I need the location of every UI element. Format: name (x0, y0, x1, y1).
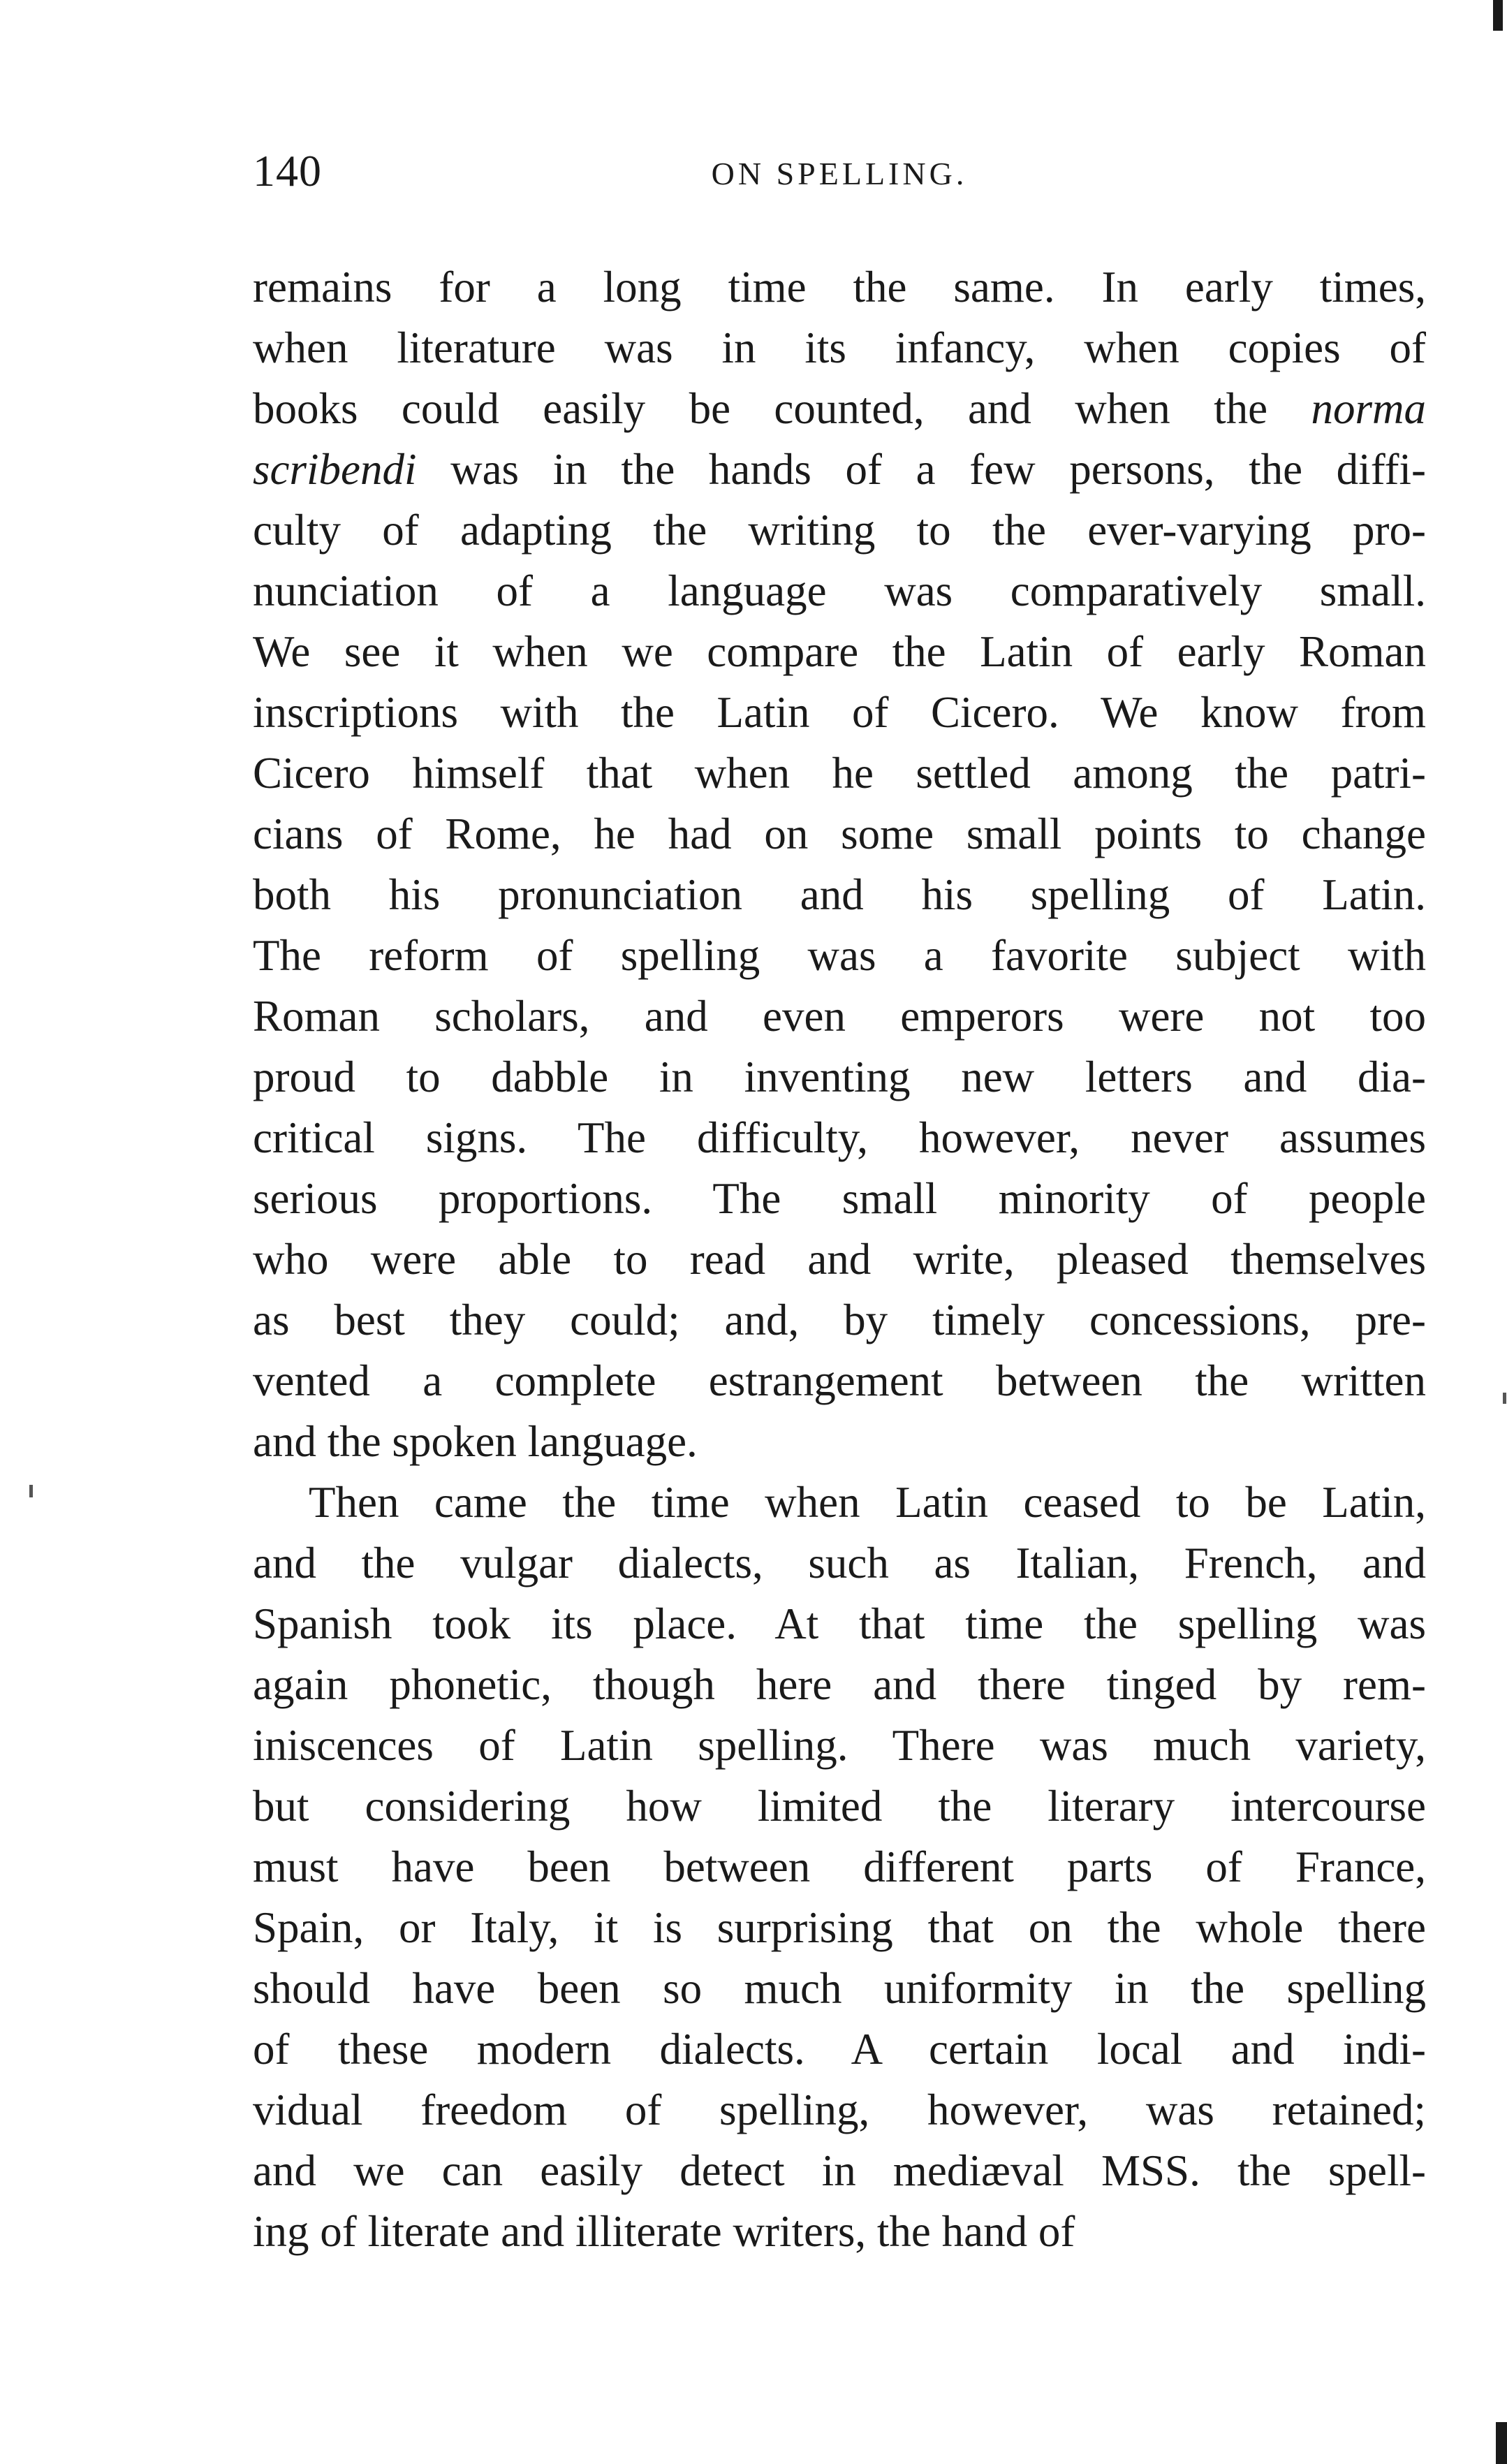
scan-mark-bottom-right (1496, 2422, 1507, 2464)
text-line (253, 2201, 1426, 2262)
text-run: We see it when we compare the Latin of early Roman (253, 627, 1426, 676)
page-header (253, 143, 1426, 199)
text-line (253, 986, 1426, 1047)
text-line (253, 1715, 1426, 1776)
text-run: should have been so much uniformity in the spelling (253, 1964, 1426, 2013)
text-line (253, 622, 1426, 682)
text-run: again phonetic, though here and there tinged by rem- (253, 1660, 1426, 1709)
text-run: must have been between different parts of France, (253, 1842, 1426, 1891)
italic-text: norma (1311, 384, 1426, 433)
scan-mark-margin-right (1503, 1393, 1506, 1404)
text-run: inscriptions with the Latin of Cicero. We know from (253, 688, 1426, 737)
text-run: of these modern dialects. A certain local and indi- (253, 2025, 1426, 2074)
text-line (253, 1958, 1426, 2019)
text-line (253, 1898, 1426, 1958)
text-run: The reform of spelling was a favorite subject with (253, 931, 1426, 980)
text-line (253, 1776, 1426, 1837)
text-line (253, 1533, 1426, 1594)
text-line (253, 1472, 1426, 1533)
text-run: when literature was in its infancy, when copies of (253, 323, 1426, 372)
text-line (253, 1351, 1426, 1411)
text-run: vidual freedom of spelling, however, was retained; (253, 2085, 1426, 2134)
text-line (253, 1655, 1426, 1715)
text-line (253, 925, 1426, 986)
text-line (253, 1168, 1426, 1229)
text-line (253, 865, 1426, 925)
text-line (253, 257, 1426, 318)
text-run: Roman scholars, and even emperors were not too (253, 992, 1426, 1041)
text-run: vented a complete estrangement between the written (253, 1356, 1426, 1405)
text-run: remains for a long time the same. In early times, (253, 263, 1426, 311)
text-line (253, 318, 1426, 379)
scan-mark-margin-left (29, 1485, 33, 1497)
text-run: nunciation of a language was comparatively small. (253, 566, 1426, 615)
text-line (253, 1108, 1426, 1168)
text-run: Spanish took its place. At that time the spelling was (253, 1599, 1426, 1648)
text-run: cians of Rome, he had on some small points to change (253, 809, 1426, 858)
text-run: Then came the time when Latin ceased to be Latin, (309, 1478, 1426, 1527)
text-run: as best they could; and, by timely concessions, pre- (253, 1296, 1426, 1344)
text-run: culty of adapting the writing to the ever-varying pro- (253, 506, 1426, 555)
text-run: critical signs. The difficulty, however, never assumes (253, 1113, 1426, 1162)
text-line (253, 2080, 1426, 2141)
text-run: and we can easily detect in mediæval MSS. the spell- (253, 2146, 1426, 2195)
text-run: Spain, or Italy, it is surprising that on the whole there (253, 1903, 1426, 1952)
text-line (253, 2141, 1426, 2201)
text-run: iniscences of Latin spelling. There was much variety, (253, 1721, 1426, 1770)
text-run: but considering how limited the literary intercourse (253, 1782, 1426, 1831)
text-line (253, 682, 1426, 743)
text-run: proud to dabble in inventing new letters and dia- (253, 1053, 1426, 1101)
text-line (253, 1411, 1426, 1472)
text-line (253, 379, 1426, 439)
body-text (253, 257, 1426, 2262)
text-run: serious proportions. The small minority of people (253, 1174, 1426, 1223)
text-line (253, 804, 1426, 865)
text-run: both his pronunciation and his spelling of Latin. (253, 870, 1426, 919)
text-run: and the vulgar dialects, such as Italian, French, and (253, 1539, 1426, 1587)
text-line (253, 1229, 1426, 1290)
text-line (253, 561, 1426, 622)
text-line (253, 743, 1426, 804)
text-run: ing of literate and illiterate writers, the hand of (253, 2207, 1075, 2256)
text-line (253, 1290, 1426, 1351)
text-run: books could easily be counted, and when the (253, 384, 1311, 433)
text-line (253, 1837, 1426, 1898)
italic-text: scribendi (253, 445, 417, 494)
scan-mark-top-right (1493, 0, 1503, 31)
running-title: ON SPELLING. (711, 156, 968, 191)
text-line (253, 1594, 1426, 1655)
text-run: was in the hands of a few persons, the diffi- (416, 445, 1426, 494)
text-line (253, 439, 1426, 500)
text-line (253, 2019, 1426, 2080)
text-run: and the spoken language. (253, 1417, 698, 1466)
text-line (253, 1047, 1426, 1108)
page-number: 140 (253, 146, 322, 196)
text-run: Cicero himself that when he settled among the patri- (253, 749, 1426, 798)
text-run: who were able to read and write, pleased themselves (253, 1235, 1426, 1284)
text-line (253, 500, 1426, 561)
